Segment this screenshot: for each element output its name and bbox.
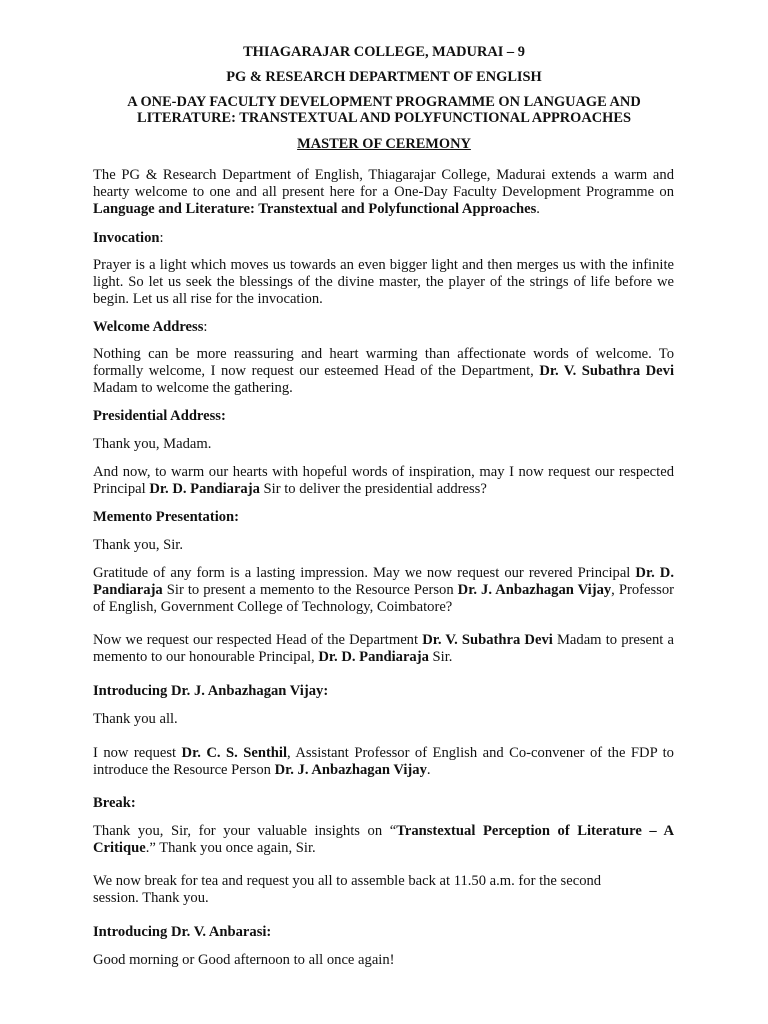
break-paragraph-2: We now break for tea and request you all to assemble back at 11.50 a.m. for the second session. Thank you. xyxy=(93,873,602,906)
invocation-colon: : xyxy=(159,230,164,246)
break-heading: Break: xyxy=(93,795,136,811)
programme-theme: Language and Literature: Transtextual and Polyfunctional Approaches xyxy=(93,201,537,217)
intro-text: The PG & Research Department of English, Thiagarajar College, Madurai extends a warm and hearty welcome to one and all present here for a One-Day Faculty Development Programme on xyxy=(93,167,674,200)
welcome-heading xyxy=(93,319,674,336)
welcome-text-b: Madam to welcome the gathering. xyxy=(93,380,293,396)
memento-p2-name2: Dr. D. Pandiaraja xyxy=(318,649,429,665)
department-name: PG & RESEARCH DEPARTMENT OF ENGLISH xyxy=(226,69,542,85)
memento-p1-text-c: , Professor of English, Government College of Technology, Coimbatore? xyxy=(93,582,674,615)
break-paragraph-1 xyxy=(93,823,674,857)
welcome-heading-text: Welcome Address xyxy=(93,319,204,335)
programme-title-line2: LITERATURE: TRANSTEXTUAL AND POLYFUNCTIONAL APPROACHES xyxy=(137,110,631,126)
presidential-thanks: Thank you, Madam. xyxy=(93,436,212,452)
document-title-text: MASTER OF CEREMONY xyxy=(297,136,471,152)
welcome-colon: : xyxy=(203,319,208,335)
introducing-text-b: , Assistant Professor of English and Co-convener of the FDP to introduce the Resource Person xyxy=(93,745,674,778)
introducing-second-speaker-heading: Introducing Dr. V. Anbarasi: xyxy=(93,924,272,940)
introducing-text-a: I now request xyxy=(93,745,182,761)
presidential-heading: Presidential Address: xyxy=(93,408,226,424)
introducing-name2: Dr. J. Anbazhagan Vijay xyxy=(274,762,427,778)
intro-end: . xyxy=(536,201,540,217)
presidential-name: Dr. D. Pandiaraja xyxy=(149,481,260,497)
welcome-paragraph xyxy=(93,346,674,397)
memento-p1-text-b: Sir to present a memento to the Resource Person xyxy=(162,582,458,598)
memento-p2-name1: Dr. V. Subathra Devi xyxy=(422,632,553,648)
break-text-b: .” Thank you once again, Sir. xyxy=(145,840,316,856)
memento-p1-name1: Dr. D. Pandiaraja xyxy=(93,565,674,598)
presidential-text-a: And now, to warm our hearts with hopeful words of inspiration, may I now request our respected Principal xyxy=(93,464,674,497)
presidential-paragraph xyxy=(93,464,674,498)
document-title xyxy=(0,136,768,152)
memento-p2-text-a: Now we request our respected Head of the Department xyxy=(93,632,423,648)
welcome-name: Dr. V. Subathra Devi xyxy=(539,363,674,379)
memento-p2-text-c: Sir. xyxy=(428,649,453,665)
memento-paragraph-1 xyxy=(93,565,674,616)
memento-thanks: Thank you, Sir. xyxy=(93,537,183,553)
memento-paragraph-2 xyxy=(93,632,674,666)
introducing-second-text: Good morning or Good afternoon to all once again! xyxy=(93,952,395,968)
programme-title-line1: A ONE-DAY FACULTY DEVELOPMENT PROGRAMME ON LANGUAGE AND xyxy=(127,94,641,110)
introducing-thanks: Thank you all. xyxy=(93,711,178,727)
introducing-paragraph xyxy=(93,745,674,779)
introducing-text-c: . xyxy=(426,762,431,778)
welcome-text-a: Nothing can be more reassuring and heart warming than affectionate words of welcome. To formally welcome, I now request our esteemed Head of the Department, xyxy=(93,346,674,379)
memento-p1-text-a: Gratitude of any form is a lasting impression. May we now request our revered Principal xyxy=(93,565,636,581)
invocation-heading xyxy=(93,230,674,247)
introducing-name1: Dr. C. S. Senthil xyxy=(181,745,288,761)
intro-paragraph xyxy=(93,167,674,218)
memento-p2-text-b: Madam to present a memento to our honourable Principal, xyxy=(93,632,674,665)
invocation-heading-text: Invocation xyxy=(93,230,160,246)
college-name: THIAGARAJAR COLLEGE, MADURAI – 9 xyxy=(243,44,525,60)
break-talk-title: Transtextual Perception of Literature – A Critique xyxy=(93,823,674,856)
break-text-a: Thank you, Sir, for your valuable insights on “ xyxy=(93,823,397,839)
introducing-resource-person-heading: Introducing Dr. J. Anbazhagan Vijay: xyxy=(93,683,329,699)
memento-heading: Memento Presentation: xyxy=(93,509,240,525)
programme-title xyxy=(0,94,768,126)
presidential-text-b: Sir to deliver the presidential address? xyxy=(259,481,487,497)
invocation-paragraph: Prayer is a light which moves us towards an even bigger light and then merges us with the infinite light. So let us seek the blessings of the divine master, the player of the strings of life before we begin. Let us all rise for the invocation. xyxy=(93,257,674,307)
memento-p1-name2: Dr. J. Anbazhagan Vijay xyxy=(457,582,612,598)
